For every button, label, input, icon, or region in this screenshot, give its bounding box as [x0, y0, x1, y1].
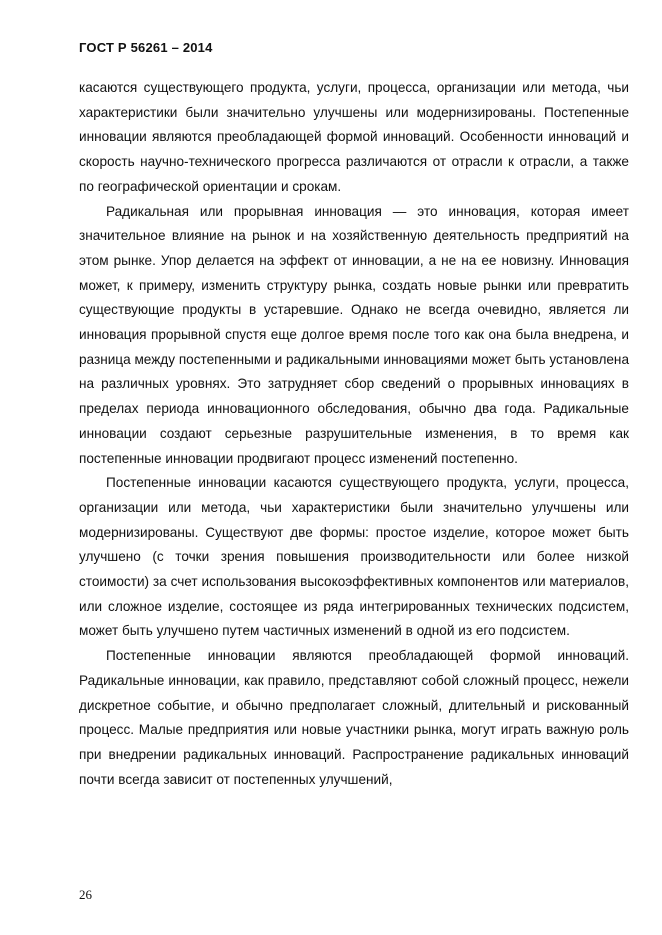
- document-header: ГОСТ Р 56261 – 2014: [79, 40, 213, 55]
- paragraph-continuation: касаются существующего продукта, услуги, процесса, организации или метода, чьи характеристики были значительно улучшены или модернизированы. Постепенные инновации являются преобладающей формой инноваций. Особенности инноваций и скорость научно-технического прогресса различаются от отрасли к отрасли, а также по географической ориентации и срокам.: [79, 80, 629, 194]
- document-body: [79, 76, 629, 792]
- page-number: 26: [79, 887, 92, 902]
- paragraph-incremental-innovation: Постепенные инновации касаются существующего продукта, услуги, процесса, организации или метода, чьи характеристики были значительно улучшены или модернизированы. Существуют две формы: простое изделие, которое может быть улучшено (с точки зрения повышения производительности или более низкой стоимости) за счет использования высокоэффективных компонентов или материалов, или сложное изделие, состоящее из ряда интегрированных технических подсистем, может быть улучшено путем частичных изменений в одной из его подсистем.: [79, 475, 629, 639]
- paragraph-radical-innovation: Радикальная или прорывная инновация — это инновация, которая имеет значительное влияние на рынок и на хозяйственную деятельность предприятий на этом рынке. Упор делается на эффект от инновации, а не на ее новизну. Инновация может, к примеру, изменить структуру рынка, создать новые рынки или превратить существующие продукты в устаревшие. Однако не всегда очевидно, является ли инновация прорывной спустя еще долгое время после того как она была внедрена, и разница между постепенными и радикальными инновациями может быть установлена на различных уровнях. Это затрудняет сбор сведений о прорывных инновациях в пределах периода инновационного обследования, обычно два года. Радикальные инновации создают серьезные разрушительные изменения, в то время как постепенные инновации продвигают процесс изменений постепенно.: [79, 203, 629, 466]
- paragraph-prevailing-form: Постепенные инновации являются преобладающей формой инноваций. Радикальные инновации, как правило, представляют собой сложный процесс, нежели дискретное событие, и обычно предполагает сложный, длительный и рискованный процесс. Малые предприятия или новые участники рынка, могут играть важную роль при внедрении радикальных инноваций. Распространение радикальных инноваций почти всегда зависит от постепенных улучшений,: [79, 648, 629, 787]
